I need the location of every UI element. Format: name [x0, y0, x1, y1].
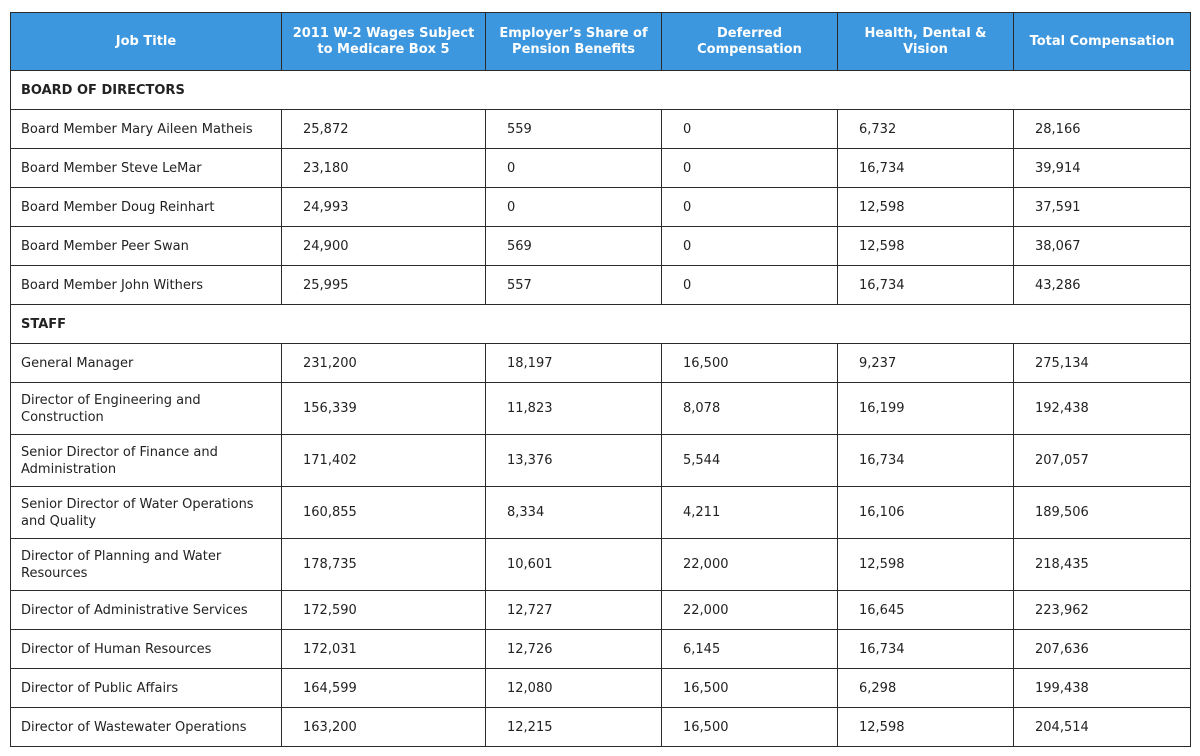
health-cell: 12,598	[838, 539, 1014, 591]
total-cell: 207,636	[1014, 630, 1191, 669]
w2-wages-cell: 25,995	[282, 266, 486, 305]
deferred-cell: 16,500	[662, 669, 838, 708]
header-deferred-compensation: Deferred Compensation	[662, 13, 838, 71]
health-cell: 16,645	[838, 591, 1014, 630]
header-w2-wages: 2011 W-2 Wages Subject to Medicare Box 5	[282, 13, 486, 71]
section-row-staff	[11, 305, 1191, 344]
w2-wages-cell: 160,855	[282, 487, 486, 539]
health-cell: 16,734	[838, 630, 1014, 669]
job-title-cell: Director of Human Resources	[11, 630, 282, 669]
w2-wages-cell: 172,031	[282, 630, 486, 669]
pension-cell: 559	[486, 110, 662, 149]
job-title-cell: Director of Public Affairs	[11, 669, 282, 708]
deferred-cell: 8,078	[662, 383, 838, 435]
section-title: BOARD OF DIRECTORS	[11, 71, 1191, 110]
health-cell: 12,598	[838, 708, 1014, 747]
total-cell: 37,591	[1014, 188, 1191, 227]
deferred-cell: 4,211	[662, 487, 838, 539]
section-title: STAFF	[11, 305, 1191, 344]
table-row	[11, 266, 1191, 305]
w2-wages-cell: 231,200	[282, 344, 486, 383]
total-cell: 207,057	[1014, 435, 1191, 487]
job-title-cell: Board Member John Withers	[11, 266, 282, 305]
section-row-board	[11, 71, 1191, 110]
w2-wages-cell: 156,339	[282, 383, 486, 435]
health-cell: 6,732	[838, 110, 1014, 149]
table-row	[11, 435, 1191, 487]
pension-cell: 13,376	[486, 435, 662, 487]
compensation-table	[10, 12, 1191, 747]
w2-wages-cell: 23,180	[282, 149, 486, 188]
total-cell: 199,438	[1014, 669, 1191, 708]
job-title-cell: Board Member Mary Aileen Matheis	[11, 110, 282, 149]
table-row	[11, 487, 1191, 539]
header-row	[11, 13, 1191, 71]
w2-wages-cell: 163,200	[282, 708, 486, 747]
deferred-cell: 0	[662, 266, 838, 305]
table-row	[11, 539, 1191, 591]
pension-cell: 12,215	[486, 708, 662, 747]
pension-cell: 569	[486, 227, 662, 266]
header-job-title: Job Title	[11, 13, 282, 71]
w2-wages-cell: 164,599	[282, 669, 486, 708]
w2-wages-cell: 24,993	[282, 188, 486, 227]
job-title-cell: Director of Engineering and Construction	[11, 383, 282, 435]
compensation-table-container	[10, 12, 1191, 747]
pension-cell: 12,727	[486, 591, 662, 630]
pension-cell: 0	[486, 188, 662, 227]
health-cell: 12,598	[838, 188, 1014, 227]
header-total-compensation: Total Compensation	[1014, 13, 1191, 71]
table-row	[11, 344, 1191, 383]
table-row	[11, 188, 1191, 227]
pension-cell: 11,823	[486, 383, 662, 435]
pension-cell: 8,334	[486, 487, 662, 539]
pension-cell: 12,726	[486, 630, 662, 669]
pension-cell: 12,080	[486, 669, 662, 708]
pension-cell: 10,601	[486, 539, 662, 591]
header-pension-benefits: Employer’s Share of Pension Benefits	[486, 13, 662, 71]
health-cell: 6,298	[838, 669, 1014, 708]
table-row	[11, 669, 1191, 708]
deferred-cell: 16,500	[662, 344, 838, 383]
job-title-cell: Senior Director of Water Operations and Quality	[11, 487, 282, 539]
deferred-cell: 0	[662, 149, 838, 188]
total-cell: 39,914	[1014, 149, 1191, 188]
job-title-cell: Board Member Steve LeMar	[11, 149, 282, 188]
job-title-cell: General Manager	[11, 344, 282, 383]
total-cell: 218,435	[1014, 539, 1191, 591]
table-row	[11, 591, 1191, 630]
total-cell: 38,067	[1014, 227, 1191, 266]
w2-wages-cell: 171,402	[282, 435, 486, 487]
health-cell: 16,106	[838, 487, 1014, 539]
table-row	[11, 383, 1191, 435]
table-row	[11, 708, 1191, 747]
total-cell: 28,166	[1014, 110, 1191, 149]
total-cell: 204,514	[1014, 708, 1191, 747]
w2-wages-cell: 25,872	[282, 110, 486, 149]
deferred-cell: 22,000	[662, 539, 838, 591]
deferred-cell: 16,500	[662, 708, 838, 747]
pension-cell: 18,197	[486, 344, 662, 383]
table-row	[11, 110, 1191, 149]
table-row	[11, 630, 1191, 669]
w2-wages-cell: 178,735	[282, 539, 486, 591]
total-cell: 223,962	[1014, 591, 1191, 630]
deferred-cell: 22,000	[662, 591, 838, 630]
health-cell: 16,734	[838, 149, 1014, 188]
job-title-cell: Director of Planning and Water Resources	[11, 539, 282, 591]
job-title-cell: Director of Administrative Services	[11, 591, 282, 630]
health-cell: 12,598	[838, 227, 1014, 266]
deferred-cell: 0	[662, 110, 838, 149]
w2-wages-cell: 172,590	[282, 591, 486, 630]
health-cell: 16,734	[838, 435, 1014, 487]
job-title-cell: Director of Wastewater Operations	[11, 708, 282, 747]
total-cell: 275,134	[1014, 344, 1191, 383]
pension-cell: 0	[486, 149, 662, 188]
job-title-cell: Board Member Doug Reinhart	[11, 188, 282, 227]
total-cell: 43,286	[1014, 266, 1191, 305]
table-row	[11, 149, 1191, 188]
deferred-cell: 5,544	[662, 435, 838, 487]
health-cell: 16,199	[838, 383, 1014, 435]
job-title-cell: Senior Director of Finance and Administration	[11, 435, 282, 487]
total-cell: 192,438	[1014, 383, 1191, 435]
w2-wages-cell: 24,900	[282, 227, 486, 266]
total-cell: 189,506	[1014, 487, 1191, 539]
header-health-dental-vision: Health, Dental & Vision	[838, 13, 1014, 71]
table-row	[11, 227, 1191, 266]
pension-cell: 557	[486, 266, 662, 305]
deferred-cell: 0	[662, 227, 838, 266]
health-cell: 9,237	[838, 344, 1014, 383]
deferred-cell: 6,145	[662, 630, 838, 669]
deferred-cell: 0	[662, 188, 838, 227]
health-cell: 16,734	[838, 266, 1014, 305]
job-title-cell: Board Member Peer Swan	[11, 227, 282, 266]
